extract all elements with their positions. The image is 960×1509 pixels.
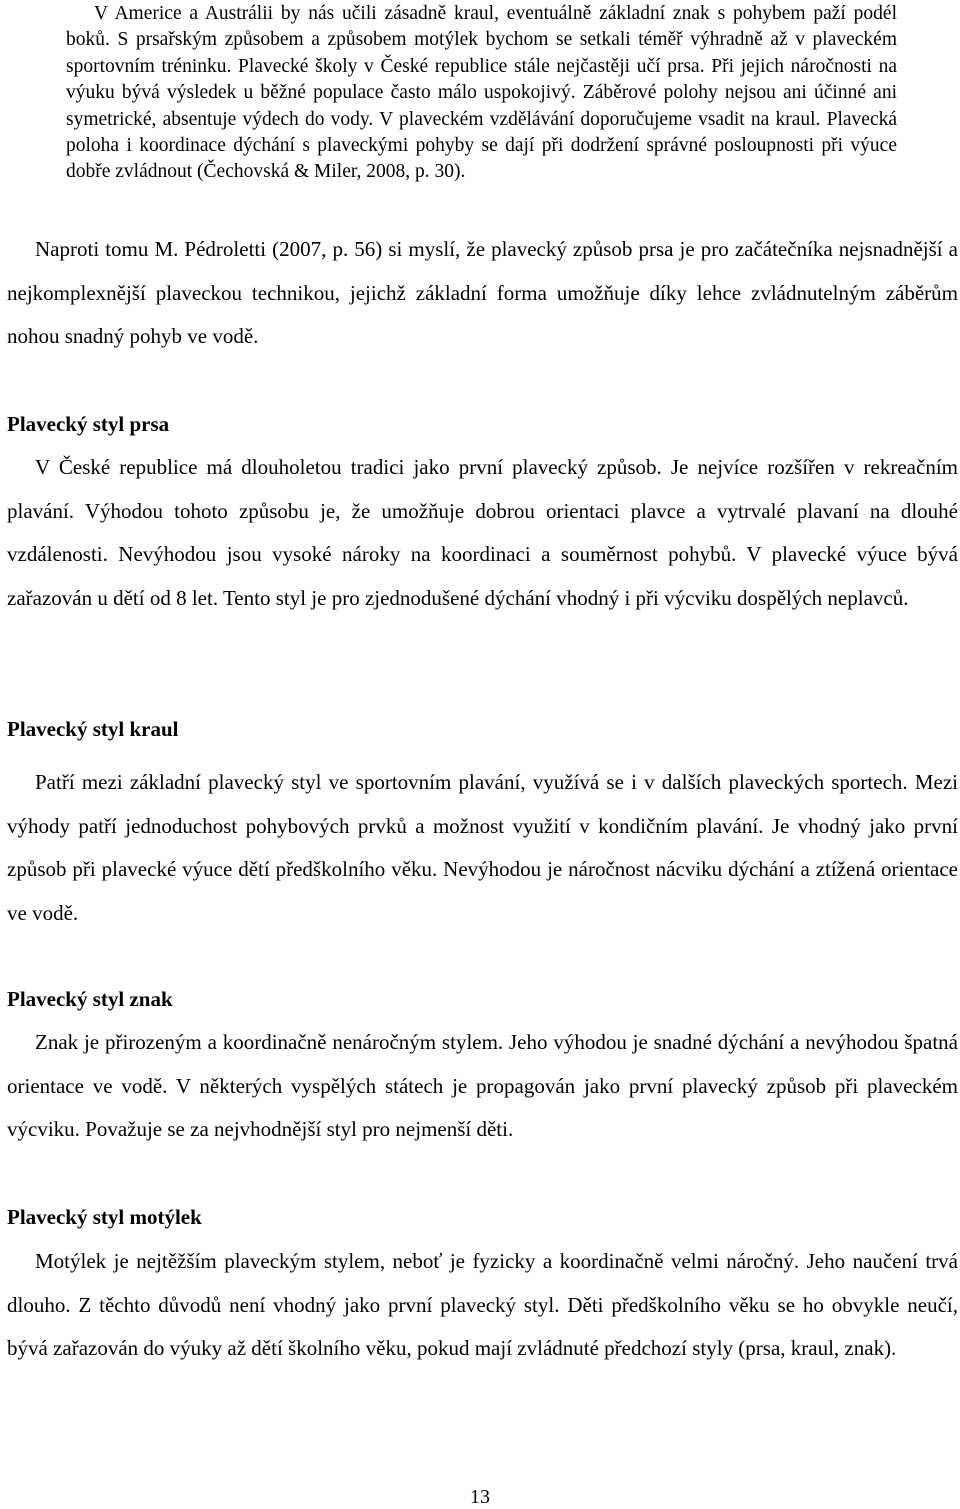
section-heading-znak: Plavecký styl znak [7,987,173,1011]
section-heading-kraul: Plavecký styl kraul [7,717,179,741]
section-body-prsa: V České republice má dlouholetou tradici jako první plavecký způsob. Je nejvíce rozšířen v rekreačním plavání. Výhodou tohoto způsobu je, že umožňuje dobrou orientaci plavce a vytrvalé plavaní na dlouhé vzdálenosti. Nevýhodou jsou vysoké nároky na koordinaci a souměrnost pohybů. V plavecké výuce bývá zařazován u dětí od 8 let. Tento styl je pro zjednodušené dýchání vhodný i při výcviku dospělých neplavců. [7,455,958,610]
quote-text: V Americe a Austrálii by nás učili zásadně kraul, eventuálně základní znak s pohybem paží podél boků. S prsařským způsobem a způsobem motýlek bychom se setkali téměř výhradně až v plaveckém sportovním tréninku. Plavecké školy v České republice stále nejčastěji učí prsa. Při jejich náročnosti na výuku bývá výsledek u běžné populace často málo uspokojivý. Záběrové polohy nejsou ani účinné ani symetrické, absentuje výdech do vody. V plaveckém vzdělávání doporučujeme vsadit na kraul. Plavecká poloha i koordinace dýchání s plaveckými pohyby se dají při dodržení správné posloupnosti při výuce dobře zvládnout (Čechovská & Miler, 2008, p. 30). [66,3,897,183]
section-text-motylek [7,1240,958,1371]
section-text-kraul [7,761,958,935]
section-body-motylek: Motýlek je nejtěžším plaveckým stylem, neboť je fyzicky a koordinačně velmi náročný. Jeho naučení trvá dlouho. Z těchto důvodů není vhodný jako první plavecký styl. Děti předškolního věku se ho obvykle neučí, bývá zařazován do výuky až dětí školního věku, pokud mají zvládnuté předchozí styly (prsa, kraul, znak). [7,1249,958,1361]
page-number: 13 [470,1486,490,1508]
section-heading-prsa: Plavecký styl prsa [7,412,170,436]
section-text-prsa [7,446,958,620]
intro-text: Naproti tomu M. Pédroletti (2007, p. 56) si myslí, že plavecký způsob prsa je pro začátečníka nejsnadnější a nejkomplexnější plaveckou technikou, jejichž základní forma umožňuje díky lehce zvládnutelným záběrům nohou snadný pohyb ve vodě. [7,237,958,349]
section-heading-motylek: Plavecký styl motýlek [7,1205,202,1229]
section-text-znak [7,1021,958,1152]
section-body-kraul: Patří mezi základní plavecký styl ve sportovním plavání, využívá se i v dalších plaveckých sportech. Mezi výhody patří jednoduchost pohybových prvků a možnost využití v kondičním plavání. Je vhodný jako první způsob při plavecké výuce dětí předškolního věku. Nevýhodou je náročnost nácviku dýchání a ztížená orientace ve vodě. [7,770,958,925]
section-body-znak: Znak je přirozeným a koordinačně nenáročným stylem. Jeho výhodou je snadné dýchání a nevýhodou špatná orientace ve vodě. V některých vyspělých státech je propagován jako první plavecký způsob při plaveckém výcviku. Považuje se za nejvhodnější styl pro nejmenší děti. [7,1030,958,1142]
quote-paragraph [66,1,897,186]
intro-paragraph [7,228,958,359]
